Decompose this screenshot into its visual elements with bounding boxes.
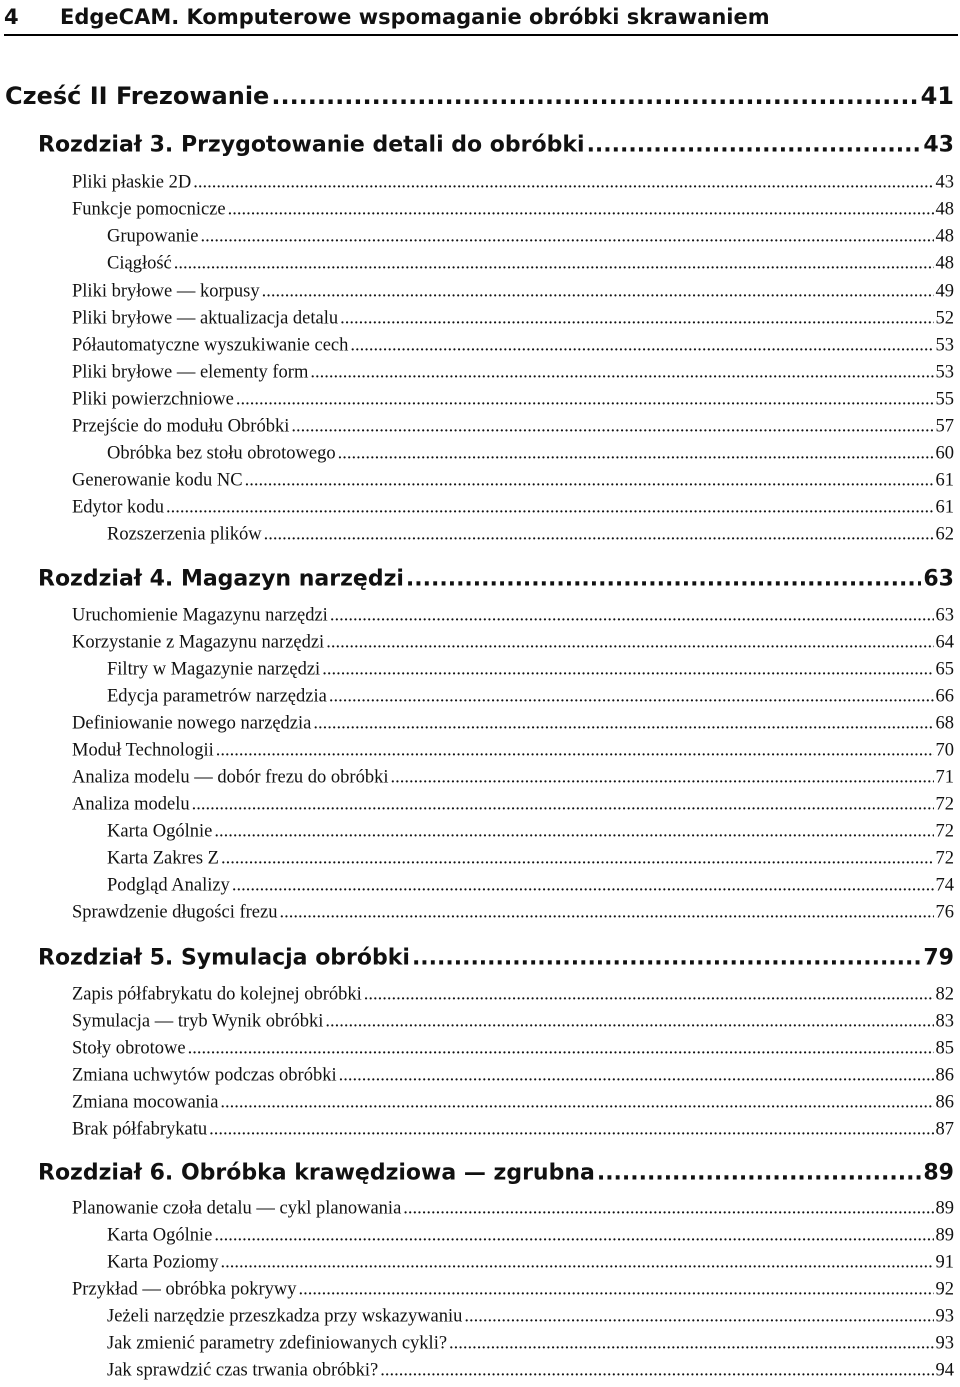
dot-leader	[245, 471, 934, 492]
dot-leader	[449, 1334, 933, 1355]
toc-entry	[72, 1280, 954, 1301]
toc-entry	[107, 254, 954, 275]
toc-entry	[107, 1226, 954, 1247]
toc-entry-page: 49	[935, 281, 954, 302]
toc-entry	[72, 1039, 954, 1060]
toc-entry-title: Edytor kodu	[72, 497, 164, 518]
toc-entry	[72, 714, 954, 735]
dot-leader	[232, 876, 934, 897]
dot-leader	[291, 417, 933, 438]
toc-entry	[107, 1334, 954, 1355]
dot-leader	[326, 633, 933, 654]
toc-entry-page: 43	[923, 132, 954, 158]
toc-entry-title: Karta Ogólnie	[107, 1225, 213, 1246]
toc-entry-title: Sprawdzenie długości frezu	[72, 902, 278, 923]
toc-entry	[72, 363, 954, 384]
toc-entry-title: Pliki bryłowe — aktualizacja detalu	[72, 308, 339, 329]
toc-entry	[72, 498, 954, 519]
toc-entry-title: Zmiana uchwytów podczas obróbki	[72, 1065, 337, 1086]
toc-entry-page: 57	[935, 416, 954, 437]
dot-leader	[406, 567, 921, 592]
toc-entry-title: Rozdział 4. Magazyn narzędzi	[38, 566, 404, 592]
toc-entry-title: Analiza modelu	[72, 794, 190, 815]
toc-entry	[107, 660, 954, 681]
dot-leader	[279, 903, 933, 924]
toc-entry-title: Brak półfabrykatu	[72, 1119, 208, 1140]
dot-leader	[313, 714, 933, 735]
toc-entry-page: 85	[935, 1038, 954, 1059]
dot-leader	[174, 254, 934, 275]
dot-leader	[350, 336, 933, 357]
toc-entry-page: 89	[935, 1225, 954, 1246]
toc-entry	[72, 200, 954, 221]
dot-leader	[262, 282, 934, 303]
dot-leader	[329, 687, 934, 708]
toc-chapter-heading	[38, 133, 954, 158]
dot-leader	[597, 1161, 922, 1186]
dot-leader	[236, 390, 934, 411]
toc-entry-title: Obróbka bez stołu obrotowego	[107, 443, 336, 464]
running-header	[4, 0, 956, 33]
toc-entry-page: 66	[935, 686, 954, 707]
toc-entry-title: Jak zmienić parametry zdefiniowanych cykli?	[107, 1333, 448, 1354]
dot-leader	[193, 173, 933, 194]
toc-entry-title: Rozdział 6. Obróbka krawędziowa — zgrubna	[38, 1160, 595, 1186]
toc-entry-title: Moduł Technologii	[72, 740, 214, 761]
dot-leader	[364, 985, 934, 1006]
header-page-number: 4	[4, 4, 19, 29]
toc-entry-title: Podgląd Analizy	[107, 875, 230, 896]
dot-leader	[339, 1066, 934, 1087]
dot-leader	[325, 1012, 933, 1033]
toc-entry	[107, 876, 954, 897]
dot-leader	[209, 1120, 933, 1141]
toc-entry-page: 43	[935, 172, 954, 193]
dot-leader	[220, 1093, 933, 1114]
toc-entry-page: 70	[935, 740, 954, 761]
toc-entry	[107, 525, 954, 546]
toc-entry	[107, 687, 954, 708]
toc-entry	[72, 417, 954, 438]
toc-entry-page: 53	[935, 335, 954, 356]
toc-entry	[107, 822, 954, 843]
toc-entry-title: Zmiana mocowania	[72, 1092, 219, 1113]
dot-leader	[412, 946, 921, 971]
toc-entry	[72, 336, 954, 357]
toc-entry-title: Edycja parametrów narzędzia	[107, 686, 327, 707]
toc-entry	[72, 1066, 954, 1087]
toc-entry-page: 92	[935, 1279, 954, 1300]
dot-leader	[390, 768, 933, 789]
toc-entry-page: 71	[935, 767, 954, 788]
toc-entry-title: Rozdział 5. Symulacja obróbki	[38, 945, 410, 971]
dot-leader	[587, 133, 922, 158]
toc-entry-page: 62	[935, 524, 954, 545]
toc-entry	[72, 1093, 954, 1114]
dot-leader	[228, 200, 934, 221]
toc-entry	[72, 633, 954, 654]
toc-entry-page: 91	[935, 1252, 954, 1273]
toc-entry-page: 61	[935, 497, 954, 518]
toc-entry	[72, 173, 954, 194]
dot-leader	[192, 795, 934, 816]
dot-leader	[216, 741, 934, 762]
toc-entry-title: Korzystanie z Magazynu narzędzi	[72, 632, 325, 653]
toc-entry-page: 76	[935, 902, 954, 923]
dot-leader	[221, 849, 934, 870]
dot-leader	[264, 525, 934, 546]
dot-leader	[380, 1361, 933, 1382]
dot-leader	[214, 822, 933, 843]
toc-entry-title: Przykład — obróbka pokrywy	[72, 1279, 297, 1300]
toc-chapter-heading	[38, 1161, 954, 1186]
dot-leader	[310, 363, 933, 384]
header-rule	[4, 34, 958, 36]
toc-entry-page: 48	[935, 199, 954, 220]
toc-entry-title: Półautomatyczne wyszukiwanie cech	[72, 335, 349, 356]
dot-leader	[200, 227, 933, 248]
toc-entry	[72, 1120, 954, 1141]
toc-entry	[72, 903, 954, 924]
toc-entry-page: 55	[935, 389, 954, 410]
toc-entry-title: Uruchomienie Magazynu narzędzi	[72, 605, 328, 626]
toc-entry-title: Zapis półfabrykatu do kolejnej obróbki	[72, 984, 362, 1005]
toc-entry-title: Jak sprawdzić czas trwania obróbki?	[107, 1360, 379, 1381]
toc-chapter-heading	[38, 946, 954, 971]
toc-entry	[72, 471, 954, 492]
toc-entry	[107, 1253, 954, 1274]
toc-part-heading	[5, 82, 954, 110]
toc-entry-page: 41	[920, 82, 954, 110]
toc-entry	[72, 309, 954, 330]
toc-entry-page: 63	[923, 566, 954, 592]
toc-entry-page: 93	[935, 1306, 954, 1327]
toc-entry-title: Planowanie czoła detalu — cykl planowania	[72, 1198, 402, 1219]
toc-entry-title: Karta Poziomy	[107, 1252, 219, 1273]
toc-entry-page: 79	[923, 945, 954, 971]
toc-entry-title: Filtry w Magazynie narzędzi	[107, 659, 321, 680]
toc-entry-page: 82	[935, 984, 954, 1005]
toc-entry-title: Symulacja — tryb Wynik obróbki	[72, 1011, 324, 1032]
toc-entry-page: 48	[935, 226, 954, 247]
toc-entry	[72, 741, 954, 762]
toc-entry-page: 72	[935, 848, 954, 869]
toc-entry	[72, 985, 954, 1006]
toc-entry-title: Funkcje pomocnicze	[72, 199, 226, 220]
header-book-title: EdgeCAM. Komputerowe wspomaganie obróbki skrawaniem	[60, 4, 770, 29]
toc-entry	[107, 849, 954, 870]
toc-entry-title: Jeżeli narzędzie przeszkadza przy wskazywaniu	[107, 1306, 463, 1327]
toc-entry	[72, 1012, 954, 1033]
dot-leader	[221, 1253, 934, 1274]
toc-chapter-heading	[38, 567, 954, 592]
toc-entry-page: 64	[935, 632, 954, 653]
toc-entry-page: 68	[935, 713, 954, 734]
dot-leader	[214, 1226, 933, 1247]
toc-entry-title: Grupowanie	[107, 226, 199, 247]
toc-entry	[107, 1307, 954, 1328]
toc-entry-page: 74	[935, 875, 954, 896]
dot-leader	[464, 1307, 933, 1328]
toc-entry-title: Definiowanie nowego narzędzia	[72, 713, 312, 734]
dot-leader	[403, 1199, 933, 1220]
toc-entry-title: Ciągłość	[107, 253, 172, 274]
toc-entry-title: Rozdział 3. Przygotowanie detali do obróbki	[38, 132, 585, 158]
toc-entry-page: 89	[935, 1198, 954, 1219]
toc-entry-title: Przejście do modułu Obróbki	[72, 416, 290, 437]
toc-entry-page: 52	[935, 308, 954, 329]
toc-entry-title: Analiza modelu — dobór frezu do obróbki	[72, 767, 389, 788]
toc-entry	[72, 282, 954, 303]
toc-entry-title: Generowanie kodu NC	[72, 470, 243, 491]
toc-entry-page: 60	[935, 443, 954, 464]
toc-entry-title: Pliki bryłowe — elementy form	[72, 362, 309, 383]
toc-entry-page: 53	[935, 362, 954, 383]
toc-entry-title: Pliki bryłowe — korpusy	[72, 281, 260, 302]
toc-entry-page: 61	[935, 470, 954, 491]
toc-entry-page: 48	[935, 253, 954, 274]
toc-entry-page: 86	[935, 1065, 954, 1086]
dot-leader	[271, 82, 918, 110]
toc-entry	[72, 795, 954, 816]
dot-leader	[338, 444, 934, 465]
toc-entry-page: 72	[935, 794, 954, 815]
toc-entry-title: Pliki powierzchniowe	[72, 389, 234, 410]
toc-entry	[72, 390, 954, 411]
toc-entry-title: Stoły obrotowe	[72, 1038, 186, 1059]
toc-entry-page: 65	[935, 659, 954, 680]
dot-leader	[322, 660, 933, 681]
toc-entry-page: 93	[935, 1333, 954, 1354]
toc-entry-page: 94	[935, 1360, 954, 1381]
dot-leader	[166, 498, 934, 519]
toc-entry	[72, 768, 954, 789]
dot-leader	[299, 1280, 934, 1301]
toc-entry-page: 86	[935, 1092, 954, 1113]
dot-leader	[340, 309, 933, 330]
toc-entry-title: Karta Zakres Z	[107, 848, 219, 869]
dot-leader	[330, 606, 934, 627]
toc-entry-page: 87	[935, 1119, 954, 1140]
toc-entry	[72, 1199, 954, 1220]
toc-entry-page: 83	[935, 1011, 954, 1032]
toc-entry	[107, 444, 954, 465]
toc-entry-page: 72	[935, 821, 954, 842]
toc-entry	[107, 1361, 954, 1382]
toc-entry-title: Rozszerzenia plików	[107, 524, 262, 545]
dot-leader	[188, 1039, 934, 1060]
toc-entry-title: Karta Ogólnie	[107, 821, 213, 842]
toc-entry-title: Cześć II Frezowanie	[5, 82, 270, 110]
toc-entry-page: 63	[935, 605, 954, 626]
toc-entry	[72, 606, 954, 627]
toc-entry-title: Pliki płaskie 2D	[72, 172, 192, 193]
toc-entry	[107, 227, 954, 248]
toc-entry-page: 89	[923, 1160, 954, 1186]
